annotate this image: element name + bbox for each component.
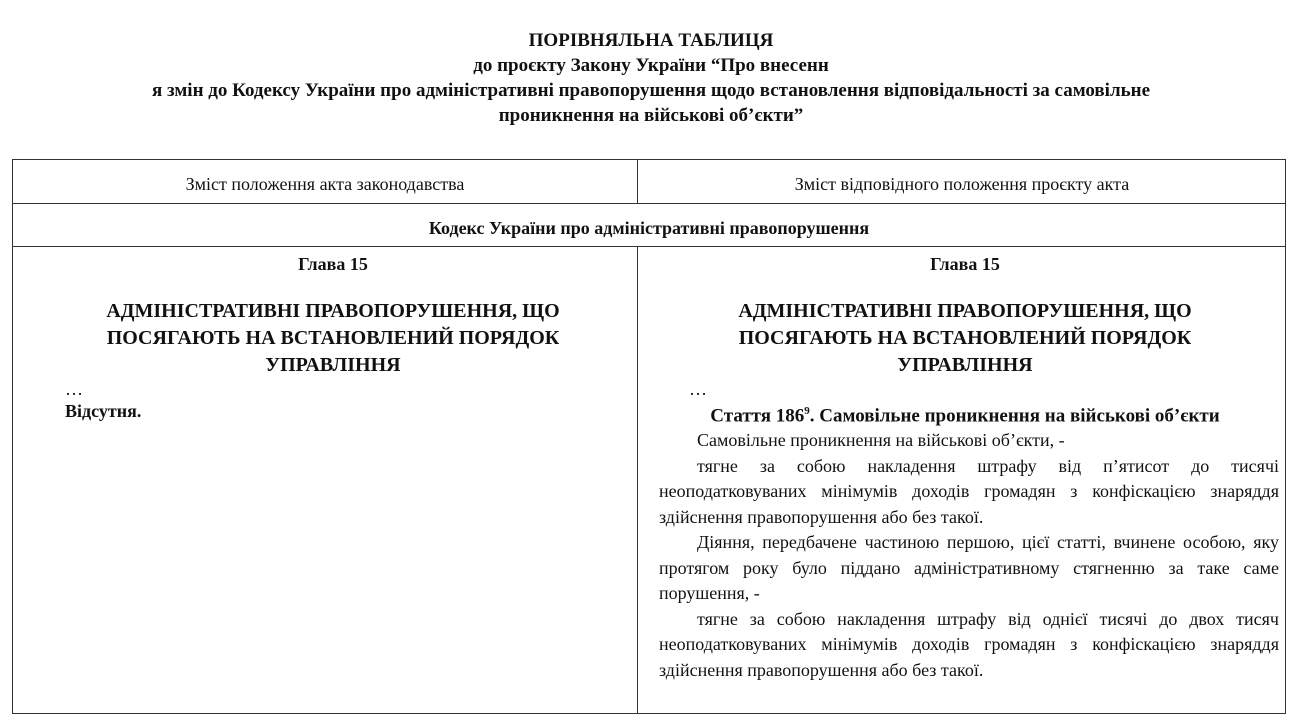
column-divider [637, 246, 638, 714]
article-paragraph: Самовільне проникнення на військові об’єкти, - [697, 430, 1065, 451]
ellipsis: … [689, 379, 707, 399]
column-header-current-law: Зміст положення акта законодавства [185, 174, 465, 194]
chapter-title: АДМІНІСТРАТИВНІ ПРАВОПОРУШЕННЯ, ЩО ПОСЯГАЮТЬ НА ВСТАНОВЛЕНИЙ ПОРЯДОК УПРАВЛІННЯ [738, 300, 1192, 376]
right-column-content [651, 252, 1279, 683]
article-paragraph: Діяння, передбачене частиною першою, цієї статті, вчинене особою, яку протягом року було піддано адміністративному стягненню за таке саме порушення, - [659, 532, 1279, 604]
article-paragraph: тягне за собою накладення штрафу від п’ятисот до тисячі неоподатковуваних мінімумів доходів громадян з конфіскацією знаряддя здійснення правопорушення або без такої. [659, 455, 1279, 527]
article-title-prefix: Стаття 186 [710, 405, 805, 427]
document-title: ПОРІВНЯЛЬНА ТАБЛИЦЯ [528, 30, 774, 51]
article-paragraph: тягне за собою накладення штрафу від однієї тисячі до двох тисяч неоподатковуваних мінімумів доходів громадян з конфіскацією знаряддя здійснення правопорушення або без такої. [659, 608, 1279, 680]
document-subtitle-line-3: проникнення на військові об’єкти” [498, 105, 804, 126]
chapter-title: АДМІНІСТРАТИВНІ ПРАВОПОРУШЕННЯ, ЩО ПОСЯГАЮТЬ НА ВСТАНОВЛЕНИЙ ПОРЯДОК УПРАВЛІННЯ [106, 300, 560, 376]
left-column-content [53, 252, 613, 423]
article-title [651, 399, 1279, 428]
article-title-superscript: 9 [804, 405, 810, 417]
section-title: Кодекс України про адміністративні правопорушення [428, 218, 870, 238]
table-divider [13, 246, 1285, 247]
document-header [0, 28, 1302, 128]
absent-note: Відсутня. [65, 401, 142, 421]
document-subtitle-line-2: я змін до Кодексу України про адміністративні правопорушення щодо встановлення відповідальності за самовільне [151, 80, 1151, 101]
document-subtitle-line-1: до проєкту Закону України “Про внесенн [473, 55, 829, 76]
column-header-draft-act: Зміст відповідного положення проєкту акта [794, 174, 1130, 194]
comparison-table [12, 159, 1286, 714]
chapter-heading: Глава 15 [298, 254, 368, 274]
article-title-suffix: . Самовільне проникнення на військові об’єкти [809, 405, 1220, 427]
table-divider [13, 203, 1285, 204]
chapter-heading: Глава 15 [930, 254, 1000, 274]
ellipsis: … [65, 379, 83, 399]
